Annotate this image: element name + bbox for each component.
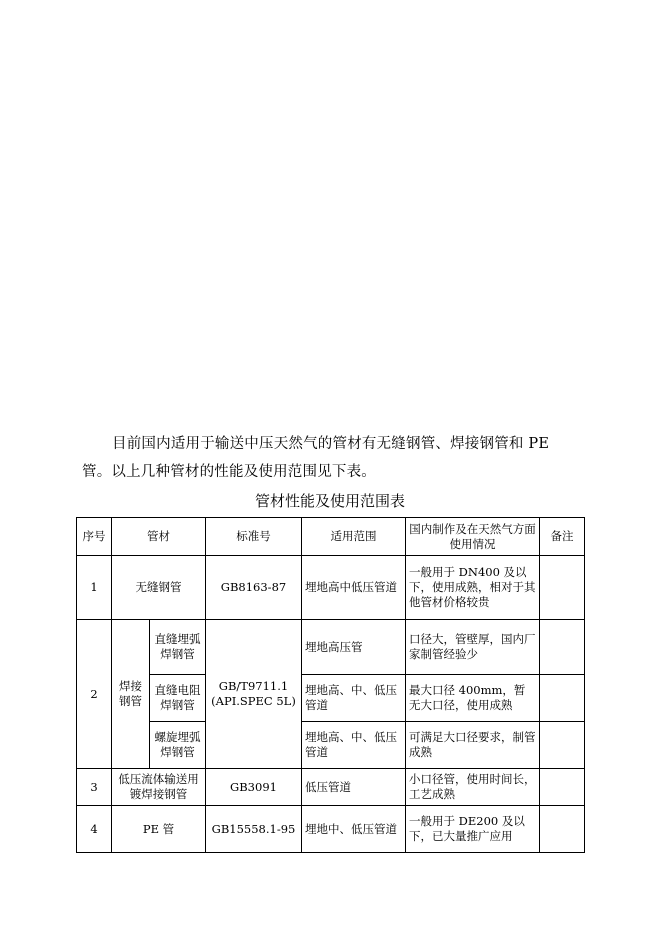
row1-seq: 1 <box>77 556 112 620</box>
row2a-material: 直缝埋弧焊钢管 <box>150 620 206 675</box>
row4-seq: 4 <box>77 806 112 853</box>
table-row <box>77 556 585 620</box>
row1-material: 无缝钢管 <box>112 556 206 620</box>
row2b-usage: 最大口径 400mm，暂无大口径，使用成熟 <box>406 675 540 722</box>
row1-usage: 一般用于 DN400 及以下，使用成熟，相对于其他管材价格较贵 <box>406 556 540 620</box>
table-row <box>77 806 585 853</box>
row2-standard: GB/T9711.1 (API.SPEC 5L) <box>206 620 302 769</box>
row3-material: 低压流体输送用镀焊接钢管 <box>112 769 206 806</box>
row2c-remark <box>540 722 585 769</box>
header-row <box>77 518 585 556</box>
table-row <box>77 675 585 722</box>
header-usage: 国内制作及在天然气方面使用情况 <box>406 518 540 556</box>
row2b-remark <box>540 675 585 722</box>
intro-paragraph <box>82 430 582 486</box>
header-seq: 序号 <box>77 518 112 556</box>
row1-scope: 埋地高中低压管道 <box>302 556 406 620</box>
row3-remark <box>540 769 585 806</box>
table-title: 管材性能及使用范围表 <box>254 492 405 510</box>
row2a-remark <box>540 620 585 675</box>
row4-standard: GB15558.1-95 <box>206 806 302 853</box>
header-standard: 标准号 <box>206 518 302 556</box>
row4-remark <box>540 806 585 853</box>
row3-usage: 小口径管，使用时间长，工艺成熟 <box>406 769 540 806</box>
row4-material: PE 管 <box>112 806 206 853</box>
row1-standard: GB8163-87 <box>206 556 302 620</box>
row1-remark <box>540 556 585 620</box>
row2a-usage: 口径大，管壁厚，国内厂家制管经验少 <box>406 620 540 675</box>
row2a-scope: 埋地高压管 <box>302 620 406 675</box>
row2-seq: 2 <box>77 620 112 769</box>
pipe-material-table <box>76 517 585 853</box>
intro-paragraph-text: 目前国内适用于输送中压天然气的管材有无缝钢管、焊接钢管和 PE 管。以上几种管材的性能及使用范围见下表。 <box>82 436 550 480</box>
row3-standard: GB3091 <box>206 769 302 806</box>
header-material: 管材 <box>112 518 206 556</box>
table-row <box>77 769 585 806</box>
row2b-material: 直缝电阻焊钢管 <box>150 675 206 722</box>
table-row <box>77 620 585 675</box>
header-scope: 适用范围 <box>302 518 406 556</box>
row2c-material: 螺旋埋弧焊钢管 <box>150 722 206 769</box>
header-remark: 备注 <box>540 518 585 556</box>
row3-seq: 3 <box>77 769 112 806</box>
row4-scope: 埋地中、低压管道 <box>302 806 406 853</box>
row3-scope: 低压管道 <box>302 769 406 806</box>
row2c-scope: 埋地高、中、低压管道 <box>302 722 406 769</box>
row2-group: 焊接钢管 <box>112 620 150 769</box>
row2c-usage: 可满足大口径要求，制管成熟 <box>406 722 540 769</box>
row4-usage: 一般用于 DE200 及以下，已大量推广应用 <box>406 806 540 853</box>
table-row <box>77 722 585 769</box>
row2b-scope: 埋地高、中、低压管道 <box>302 675 406 722</box>
